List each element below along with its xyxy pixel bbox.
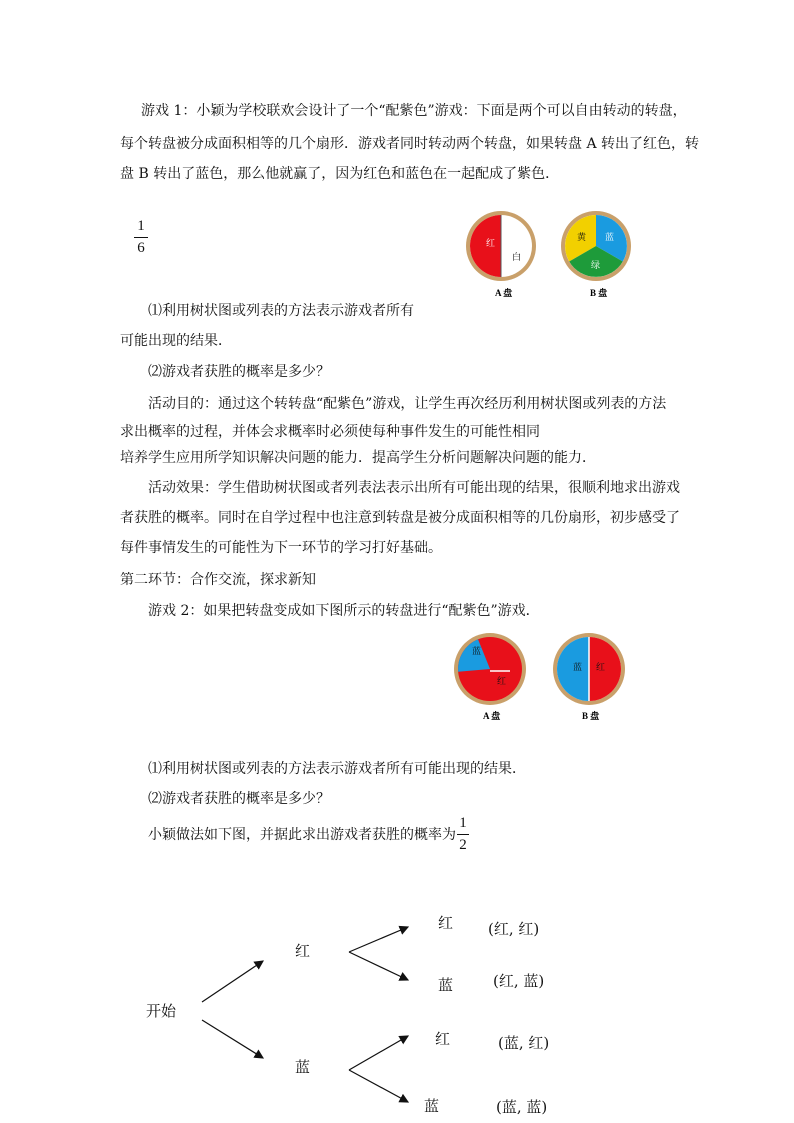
purpose-line3: 培养学生应用所学知识解决问题的能力．提高学生分析问题解决问题的能力． xyxy=(120,450,596,466)
sector-label-blue: 蓝 xyxy=(472,647,482,657)
sector-label-red: 红 xyxy=(486,239,496,249)
question2-line2: ⑵游戏者获胜的概率是多少？ xyxy=(148,791,330,807)
effect-line1: 活动效果：学生借助树状图或者列表法表示出所有可能出现的结果，很顺利地求出游戏 xyxy=(148,480,680,496)
spinner-b-1 xyxy=(561,211,631,281)
spinners-figure-2 xyxy=(450,630,640,726)
game2-text: 游戏 2：如果把转盘变成如下图所示的转盘进行“配紫色”游戏． xyxy=(148,603,540,619)
purpose-line1: 活动目的：通过这个转转盘“配紫色”游戏，让学生再次经历利用树状图或列表的方法 xyxy=(148,396,667,412)
sector-label-yellow: 黄 xyxy=(577,233,587,243)
effect-line2: 者获胜的概率。同时在自学过程中也注意到转盘是被分成面积相等的几份扇形，初步感受了 xyxy=(120,510,680,526)
spinner-b-caption: B 盘 xyxy=(590,288,608,298)
tree-level2-red-2: 红 xyxy=(435,1030,451,1048)
tree-arrow-red-red xyxy=(349,927,408,952)
tree-level2-blue-1: 蓝 xyxy=(438,976,454,994)
spinner-b-caption: B 盘 xyxy=(582,711,600,721)
sector-label-white: 白 xyxy=(512,253,522,263)
tree-outcome-red-blue: (红, 蓝) xyxy=(493,972,545,990)
fraction-bar xyxy=(134,237,148,238)
sector-label-red: 红 xyxy=(596,663,606,673)
tree-start: 开始 xyxy=(146,1002,177,1020)
tree-arrow-start-red xyxy=(202,961,263,1002)
spinner-a-caption: A 盘 xyxy=(495,288,513,298)
spinner-a-2 xyxy=(454,633,526,705)
spinner-b-2 xyxy=(553,633,625,705)
sector-label-blue: 蓝 xyxy=(605,233,615,243)
xiaoying-text: 小颖做法如下图，并据此求出游戏者获胜的概率为 xyxy=(148,827,456,843)
sector-label-red: 红 xyxy=(497,677,507,687)
fraction-one-half xyxy=(457,815,469,854)
tree-arrow-start-blue xyxy=(202,1020,263,1058)
tree-level1-blue: 蓝 xyxy=(295,1058,311,1076)
fraction-one-sixth xyxy=(134,218,148,257)
tree-arrow-blue-blue xyxy=(349,1070,408,1102)
tree-arrow-red-blue xyxy=(349,952,408,980)
game1-line3: 盘 B 转出了蓝色，那么他就赢了，因为红色和蓝色在一起配成了紫色． xyxy=(120,166,560,182)
question1-line3: ⑵游戏者获胜的概率是多少？ xyxy=(148,364,330,380)
game1-line2: 每个转盘被分成面积相等的几个扇形．游戏者同时转动两个转盘，如果转盘 A 转出了红色，转 xyxy=(120,136,700,152)
section2-heading: 第二环节：合作交流，探求新知 xyxy=(120,572,316,588)
fraction-numerator: 1 xyxy=(137,218,145,234)
tree-level1-red: 红 xyxy=(295,942,311,960)
purpose-line2: 求出概率的过程，并体会求概率时必须使每种事件发生的可能性相同 xyxy=(120,424,540,440)
fraction-denominator: 2 xyxy=(459,837,467,853)
tree-diagram-arrows xyxy=(0,890,794,1123)
question1-line2: 可能出现的结果． xyxy=(120,333,232,349)
sector-label-blue: 蓝 xyxy=(573,663,583,673)
tree-outcome-blue-red: (蓝, 红) xyxy=(498,1034,550,1052)
question2-line1: ⑴利用树状图或列表的方法表示游戏者所有可能出现的结果． xyxy=(148,761,526,777)
fraction-bar xyxy=(457,834,469,835)
spinner-a-caption: A 盘 xyxy=(483,711,501,721)
spinners-figure-1 xyxy=(464,206,644,302)
effect-line3: 每件事情发生的可能性为下一环节的学习打好基础。 xyxy=(120,540,442,556)
tree-outcome-blue-blue: (蓝, 蓝) xyxy=(496,1098,548,1116)
fraction-numerator: 1 xyxy=(459,815,467,831)
spinner-a-1 xyxy=(466,211,536,281)
tree-level2-red-1: 红 xyxy=(438,914,454,932)
tree-level2-blue-2: 蓝 xyxy=(424,1097,440,1115)
sector-label-green: 绿 xyxy=(591,261,601,271)
game1-line1: 游戏 1：小颖为学校联欢会设计了一个“配紫色”游戏：下面是两个可以自由转动的转盘， xyxy=(141,103,687,119)
tree-outcome-red-red: (红, 红) xyxy=(488,920,540,938)
fraction-denominator: 6 xyxy=(137,240,145,256)
tree-arrow-blue-red xyxy=(349,1036,408,1070)
question1-line1: ⑴利用树状图或列表的方法表示游戏者所有 xyxy=(148,303,414,319)
